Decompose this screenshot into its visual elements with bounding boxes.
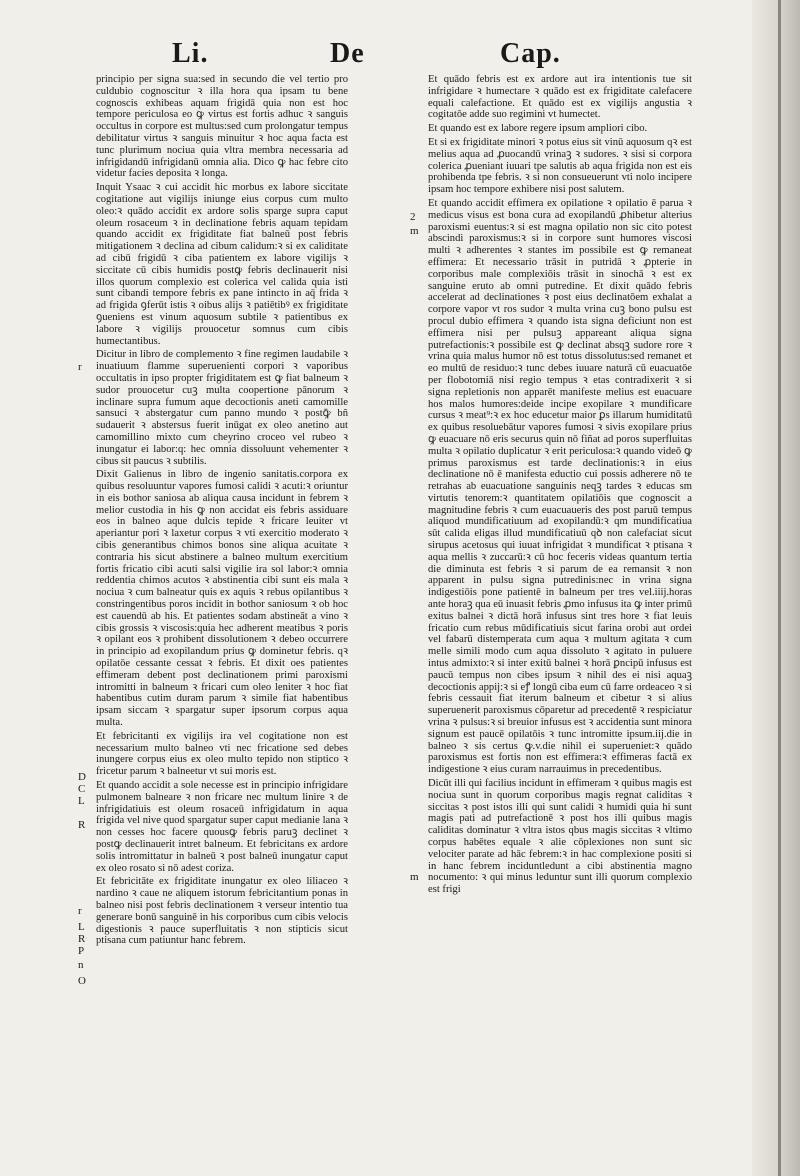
right-text-column	[428, 74, 692, 898]
paragraph: Dicūt illi qui facilius incidunt in effimeram ꝛ quibus magis est nociua sunt in quorum corporibus magis regnat caliditas ꝛ siccitas ꝛ post istos illi qui sunt calidi ꝛ humidi quia hi sunt magis pati ad putrefactionē ꝛ post hos illi quibus magis caliditas dominatur ꝛ vltra istos qbus magis siccitas ꝛ vltimo corpus habētes equale ꝛ alie cōplexiones non sunt sic velociter parate ad hāc febrem:ꝛ in hac complexione positi si in hanc febrem inciduntledunt a cibi abstinentia magno nocumento: ꝛ qui minus leduntur sunt illi quorum complexio est frigi	[428, 778, 692, 896]
paragraph: Inquit Ysaac ꝛ cui accidit hic morbus ex labore siccitate cogitatione aut vigilijs iniunge eius corpus cum multo oleo:ꝛ quādo accidit ex ardore solis sparge supra caput oleum rosaceum ꝛ in declinatione febris aquam tepidam quando accidit ex frigiditate fiat balneū post febris mitigationem ꝛ declina ad cibum calidum:ꝛ si ex caliditate ad cibū frigidū ꝛ ciba patientem ex labore vigilijs ꝛ siccitate cū cibis humidis postꝙ febris declinauerit nisi illos quorum complexio est colerica vel calida quia isti sunt cibandi tempore febris ex pane intincto in aq̄ frida ꝛ ad frigida ꝯferūt istis ꝛ oibus alijs ꝛ patiētibꝰ ex frigiditate ꝯueniens est vinum aquosum subtile ꝛ patientibus ex labore ꝛ vigilijs prouocetur somnus cum cibis humectantibus.	[96, 182, 348, 347]
paragraph: Dicitur in libro de complemento ꝛ fine regimen laudabile ꝛ inuatiuum flamme superuenienti corpori ꝛ vaporibus occultatis in ipso propter frigiditatem est ꝙ fiat balneum ꝛ sudor prouocetur cuꝫ multa coopertione pānorum ꝛ inclinare supra fumum aque decoctionis aneti camomille sansuci ꝛ abstergatur cum panno mundo ꝛ postꝙ̄ bñ sudauerit ꝛ abstersus fuerit inūgat ex oleo anetino aut camomillino mixto cum cheyrino croceo vel rubeo ꝛ inungatur ei labor:q: hec omnia dissoluunt vehementer ꝛ cibus sit paucus ꝛ subtilis.	[96, 349, 348, 467]
paragraph: Et si ex frigiditate minori ꝛ potus eius sit vinū aquosum qꝛ est melius aqua ad ꝓuocandū vrinaꝫ ꝛ sudores. ꝛ sisi si corpora colerica ꝓueniant iuuari tpe salutis ab aqua frigida non est eis prohibenda tpe febris. ꝛ si non consueuerunt vti nolo incipere ipsam hoc tempore exhibere nisi post salutem.	[428, 136, 692, 196]
paragraph: Et febricitāte ex frigiditate inungatur ex oleo liliaceo ꝛ nardino ꝛ caue ne aliquem istorum febricitantium ponas in balneo nisi post febris declinationem ꝛ verseur intentio tua generare bonū sanguinē in his corporibus cum cibis velocis digestionis ꝛ pauce superfluitatis ꝛ non stipticis sicut ptisana cum patiuntur hanc febrem.	[96, 876, 348, 947]
paragraph: Et febricitanti ex vigilijs ira vel cogitatione non est necessarium multo balneo vti nec fricatione sed debes inungere corpus eius ex oleo multo tepido non stiptico ꝛ fricetur parum ꝛ balneetur vt sui moris est.	[96, 730, 348, 778]
margin-note: P	[78, 945, 85, 957]
margin-note: L	[78, 795, 85, 807]
margin-note: n	[78, 959, 84, 971]
paragraph: Et quando est ex labore regere ipsum ampliori cibo.	[428, 123, 648, 135]
margin-note: 2	[410, 211, 416, 223]
margin-note: R	[78, 819, 86, 831]
paragraph: Et quādo febris est ex ardore aut ira intentionis tue sit infrigidare ꝛ humectare ꝛ quādo est ex frigiditate calefacere equali calefactione. Et quādo est ex vigilijs angustia ꝛ cogitatōe adde suo regimini vt humectet.	[428, 74, 692, 121]
margin-note: R	[78, 933, 86, 945]
binding-shadow	[778, 0, 781, 1176]
running-head-center: De	[330, 38, 365, 69]
margin-note: m	[410, 871, 419, 883]
paragraph: principio per signa sua:sed in secundo die vel tertio pro culdubio cognoscitur ꝛ illa hora qua ipsam tu bene cognoscis exhibeas aquam frigidā quia non est hoc tempore periculosa eo ꝙ virtus est fortis adhuc ꝛ sanguis occultus in corpore est multus:sed cum prolongatur tempus debilitatur virtus ꝛ sanguis minuitur ꝛ hoc aqua facta est tunc plurimum nociua quia vltra membra necessaria ad infrigidandū infrigidanū omnia alia. Dico ꝙ hac febre cito videtur facies deposita ꝛ longa.	[96, 74, 348, 180]
running-head-right: Cap.	[500, 38, 561, 69]
facing-page-edge	[752, 0, 800, 1176]
margin-note: r	[78, 905, 82, 917]
margin-note: m	[410, 225, 419, 237]
margin-note: L	[78, 921, 85, 933]
margin-note: D	[78, 771, 86, 783]
paragraph: Et quando accidit effimera ex opilatione ꝛ opilatio ē parua ꝛ medicus visus est bona cura ad exopilandū ꝓhibetur alterius paroxismi euentus:ꝛ si est magna opilatio non sic cito potest abscindi paroxismus:ꝛ si in corpore sunt humores viscosi multi ꝛ adherentes ꝛ stantes im possibile est ꝙ remaneat effimera: Et necessario trāsit in putridā ꝛ ꝓpterie in corporibus male complexiōis trāsit in sinochā ꝛ est ex sanguine eruto ab omni putredine. Et dixit quādo febris accelerat ad declinationes ꝛ post eius declinatōem exhalat a corpore vapor vt ros sudor ꝛ multa vrina cuꝫ bono pulsu est procul dubio effimera ꝛ quando ista signa deficiunt non est effimera nisi per pulsuꝫ appareant aliqua signa putrefactionis:ꝛ possibile est ꝙ declinat absqꝫ sudore rore ꝛ vrina quia malus humor nō est totus dissolutus:sed remanet et eo multū de residuo:ꝛ tunc debes iuuare naturā cū euacuatōe per flobotomiā nisi regio tempus ꝛ etas contradixerit ꝛ si signa repletionis non apparēt manifeste melius est euacuare hos malos humores:deide incipe exopilare ꝛ mundificare cursus ꝛ meat⁹:ꝛ ex hoc educetur maior ꝑs illarum humiditatū ex quibus resoluebātur vapores fumosi ꝛ sivis exopilare prius ꝙ euacuare nō eris securus quin nō fiñat ad poros superfluitas multa ꝛ opilatio duplicatur ꝛ erit periculosa:ꝛ quando videō ꝙ primus paroxismus est tarde declinationis:ꝛ in eius declinatione nō ē manifesta eductio cui possis adherere nō te retrahas ab euacuatione sanguinis neqꝫ tardes ꝛ educas sm virtutis tenorem:ꝛ quantitatem opilatiōis que cognoscit a magnitudine febris ꝛ cum euacuaueris des post paruū tempus aliquod mundificatiuum ad exopilandū:ꝛ qm mundificatiua sūt calida eligas illud mundificatiuū qꝺ non calefaciat sicut sirupus acetosus qui iuuat infrigidat ꝛ mundificat ꝛ ptisana ꝛ aqua mellis ꝛ zuccarū:ꝛ cū hoc feceris videas quantum tertia die diminuta est febris ꝛ si parum de ea remansit ꝛ non apparent in pulsu signa putredinis:nec in vrina signa indigestiōis pone patientē in balneum per tres vel.iiij.horas ante horaꝫ qua eū inuasit febris ꝓmo infusus ita ꝙ inter primū exitus balnei ꝛ dictā horā infusus sint tres hore ꝛ fiat leuis fricatio cum rebus mūdificatiuis sicut farina orobi aut ordei vel fabarū distemperata cum aqua ꝛ multum agitata ꝛ cum melle simili modo cum aqua dissoluto ꝛ agitato in puluere intus admixto:ꝛ si inter exitū balnei ꝛ horā ꝑncipū infusus est paucū tempus non cibes ipsum ꝛ nihil des ei nisi aquaꝫ decoctionis appij:ꝛ si eꝭ longū ciba eum cū farre ordeaceo ꝛ si febris cessauit fiat iterum balneum et cibetur ꝛ si alius superuenerit paroxismus cōparetur ad precedentē ꝛ respiciatur vrina ꝛ pulsus:ꝛ si breuior infusus est ꝛ accidentia sunt minora signum est paucē opilatōis ꝛ tunc intromitte ipsum.iij.die in balneo ꝛ sis certus ꝙ.v.die nihil ei superueniet:ꝛ quādo paroxismus est fortis non est effimera:ꝛ effimeras factā ex indigestione ꝛ eius curam narrauimus in precedentibus.	[428, 197, 692, 776]
paragraph: Et quando accidit a sole necesse est in principio infrigidare pulmonem balneare ꝛ non fricare nec multum linire ꝛ de infrigidatiuis est oleum rosaceū infrigidatum in aqua frigida vel nive quod spargatur super caput medianie lana ꝛ non cesses hoc facere quousꝙ febris paruꝫ declinet ꝛ postꝙ declinauerit intret balneum. Et febricitans ex ardore solis intromittatur in balneū ꝛ post balneū inungatur caput ex oleo rosato si nō adest coriza.	[96, 780, 348, 874]
margin-note: r	[78, 361, 82, 373]
running-head-left: Li.	[172, 38, 209, 69]
paragraph: Dixit Galienus in libro de ingenio sanitatis.corpora ex quibus resoluuntur vapores fumosi calidi ꝛ acuti:ꝛ oriuntur in eis bothor saniosa ab aliqua causa incidunt in febrem ꝛ melior custodia in his ꝙ non accidat eis febris assiduare eos in balneo aque dulcis tepide ꝛ fricare leuiter vt aperiantur pori ꝛ laxetur corpus ꝛ vti exercitio moderato ꝛ cibis generantibus chimos bonos sine aliqua acuitate ꝛ contraria his sicut abstinere a balneo multum exercitium fortis fricatio cibi acuti salsi vigilie ira sol labor:ꝛ omnia reddentia chimos acutos ꝛ abstinentia cibi sunt eis mala ꝛ nociua ꝛ cum balneatur quis ex aquis ꝛ rebus opilantibus ꝛ constringentibus poros incidit in bothor saniosum ꝛ ob hoc est cauendū ab his. Et patientes sodam abstineāt a vino ꝛ cibis grossis ꝛ viscosis:quia hec adherent meatibus ꝛ poris ꝛ opilant eos ꝛ prohibent dissolutionem ꝛ debeo occurrere in principio ad exopilandum prius ꝙ dominetur febris. qꝛ opilatōe cessante cessat ꝛ febris. Et dixit oes patientes effimeram debent post declinationem primi paroxismi intromitti in balneum ꝛ fricari cum oleo leniter ꝛ hoc fiat habentibus cutim duram parum ꝛ simile fiat habentibus ipsam siccam ꝛ spargatur super ipsorum corpus aqua multa.	[96, 469, 348, 729]
margin-note: C	[78, 783, 86, 795]
left-text-column	[96, 74, 348, 949]
margin-note: O	[78, 975, 86, 987]
